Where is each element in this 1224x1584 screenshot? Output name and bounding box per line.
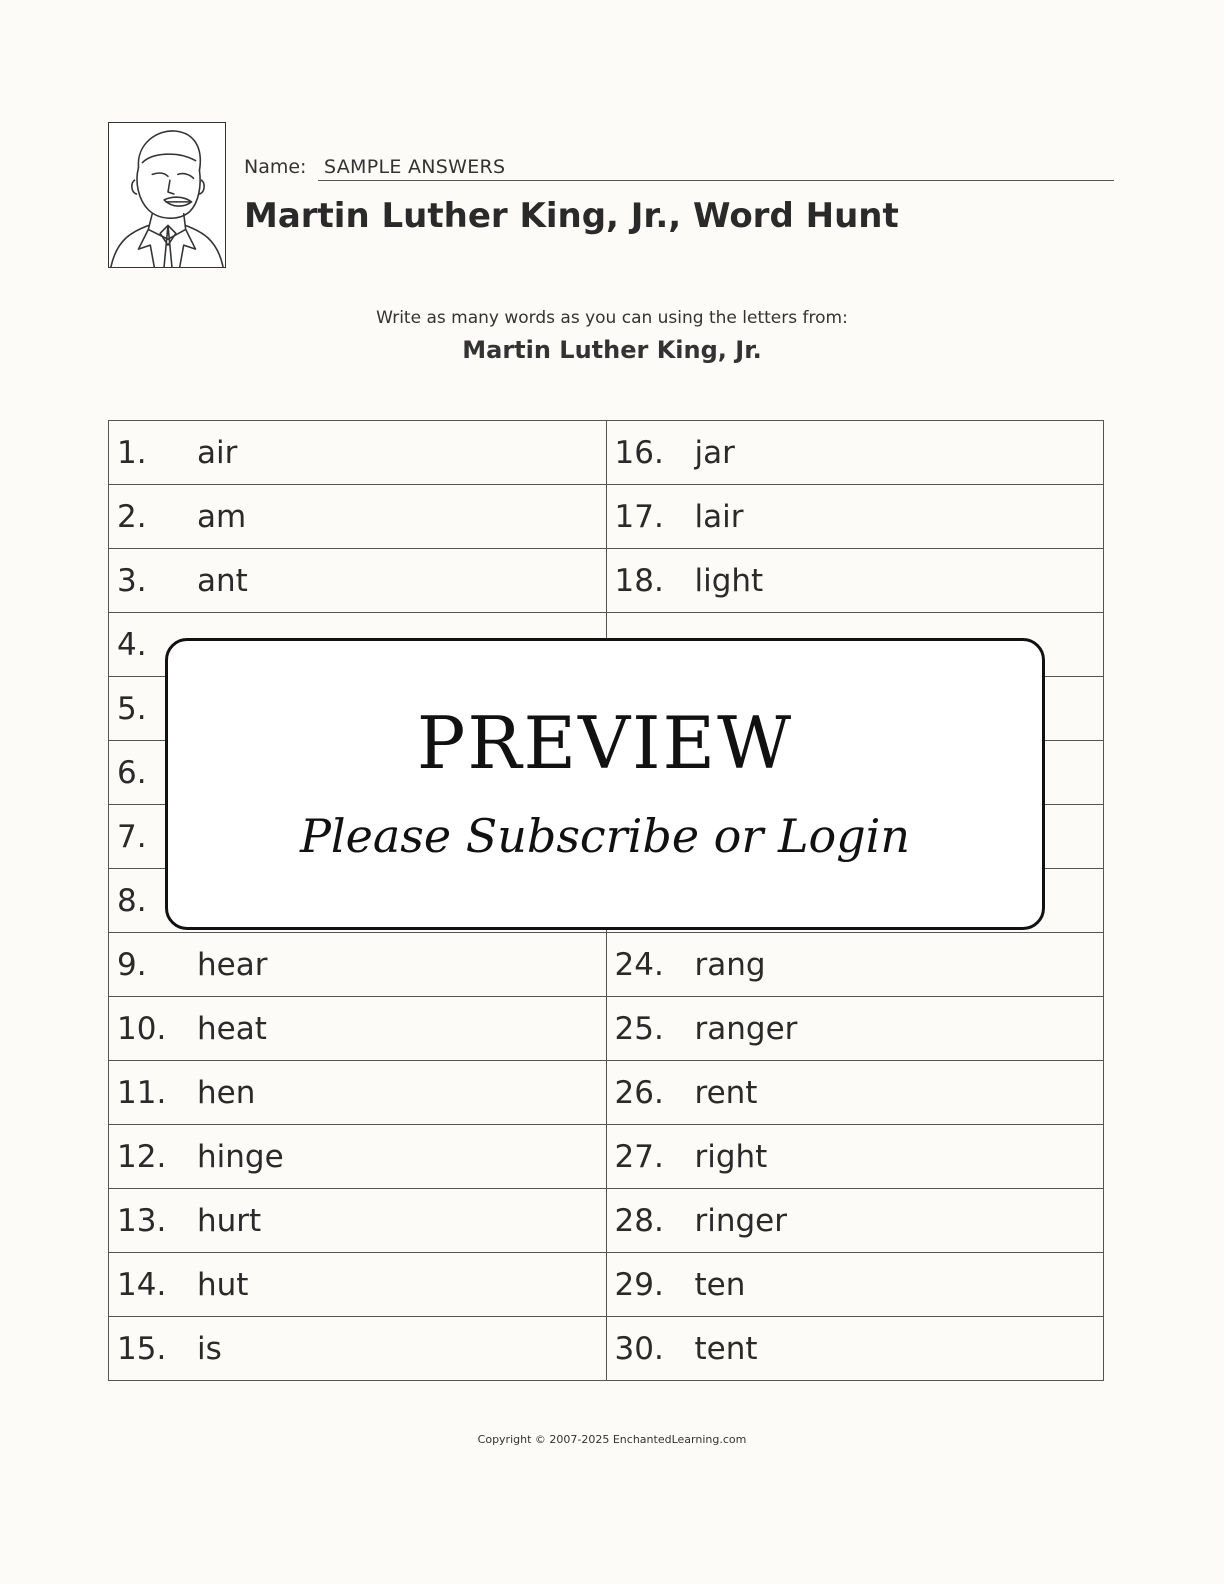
answer-word: ten (694, 1266, 746, 1303)
answer-word: hinge (197, 1138, 284, 1175)
answer-number: 15. (117, 1330, 167, 1367)
answer-number: 18. (614, 562, 664, 599)
answer-word: heat (197, 1010, 267, 1047)
name-row (244, 150, 1114, 184)
answer-word: right (694, 1138, 768, 1175)
answer-word: hurt (197, 1202, 262, 1239)
answer-word: jar (694, 434, 735, 471)
answer-cell (606, 997, 1104, 1061)
answer-number: 9. (117, 946, 147, 983)
answer-number: 2. (117, 498, 147, 535)
answer-word: ringer (694, 1202, 788, 1239)
answer-word: lair (694, 498, 744, 535)
table-row (109, 1253, 1104, 1317)
preview-title: PREVIEW (416, 701, 794, 785)
answer-number: 10. (117, 1010, 167, 1047)
answer-number: 29. (614, 1266, 664, 1303)
answer-cell (606, 421, 1104, 485)
answer-word: hut (197, 1266, 249, 1303)
table-row (109, 1317, 1104, 1381)
answer-number: 13. (117, 1202, 167, 1239)
answer-number: 6. (117, 754, 147, 791)
answer-number: 25. (614, 1010, 664, 1047)
answer-word: rent (694, 1074, 758, 1111)
answer-cell (109, 1253, 607, 1317)
table-row (109, 421, 1104, 485)
answer-cell (606, 485, 1104, 549)
answer-word: is (197, 1330, 222, 1367)
portrait-image (108, 122, 226, 268)
answer-number: 24. (614, 946, 664, 983)
table-row (109, 997, 1104, 1061)
answer-word: am (197, 498, 247, 535)
table-row (109, 933, 1104, 997)
answer-number: 1. (117, 434, 147, 471)
table-row (109, 1189, 1104, 1253)
answer-number: 8. (117, 882, 147, 919)
answer-cell (606, 1253, 1104, 1317)
page-title: Martin Luther King, Jr., Word Hunt (244, 196, 899, 236)
answer-number: 5. (117, 690, 147, 727)
answer-word: hen (197, 1074, 256, 1111)
answer-number: 14. (117, 1266, 167, 1303)
answer-number: 12. (117, 1138, 167, 1175)
answer-word: hear (197, 946, 268, 983)
name-underline (318, 180, 1114, 181)
preview-overlay[interactable] (165, 638, 1045, 930)
table-row (109, 549, 1104, 613)
answer-word: rang (694, 946, 766, 983)
answer-word: light (694, 562, 764, 599)
answer-cell (109, 997, 607, 1061)
answer-number: 7. (117, 818, 147, 855)
answer-cell (606, 1317, 1104, 1381)
subscribe-login-prompt[interactable]: Please Subscribe or Login (299, 809, 911, 863)
answer-cell (109, 1125, 607, 1189)
name-label: Name: (244, 156, 307, 178)
answer-number: 27. (614, 1138, 664, 1175)
answer-word: ant (197, 562, 248, 599)
answer-cell (109, 933, 607, 997)
answer-cell (606, 1061, 1104, 1125)
answer-number: 28. (614, 1202, 664, 1239)
answer-cell (109, 1061, 607, 1125)
instructions-text: Write as many words as you can using the letters from: (376, 308, 848, 328)
answer-word: ranger (694, 1010, 798, 1047)
answer-number: 11. (117, 1074, 167, 1111)
table-row (109, 1125, 1104, 1189)
answer-word: tent (694, 1330, 758, 1367)
table-row (109, 485, 1104, 549)
answer-cell (606, 1189, 1104, 1253)
answer-cell (109, 485, 607, 549)
answer-number: 26. (614, 1074, 664, 1111)
answer-number: 3. (117, 562, 147, 599)
answer-cell (109, 549, 607, 613)
answer-word: air (197, 434, 238, 471)
name-value: SAMPLE ANSWERS (324, 156, 506, 178)
portrait-drawing (109, 123, 225, 267)
answer-number: 16. (614, 434, 664, 471)
table-row (109, 1061, 1104, 1125)
answer-cell (109, 421, 607, 485)
copyright-text: Copyright © 2007-2025 EnchantedLearning.com (477, 1433, 747, 1446)
answer-cell (606, 1125, 1104, 1189)
answer-cell (606, 933, 1104, 997)
answer-number: 30. (614, 1330, 664, 1367)
source-phrase: Martin Luther King, Jr. (462, 336, 762, 364)
answer-cell (109, 1317, 607, 1381)
answer-number: 4. (117, 626, 147, 663)
answer-cell (109, 1189, 607, 1253)
answer-number: 17. (614, 498, 664, 535)
answer-cell (606, 549, 1104, 613)
